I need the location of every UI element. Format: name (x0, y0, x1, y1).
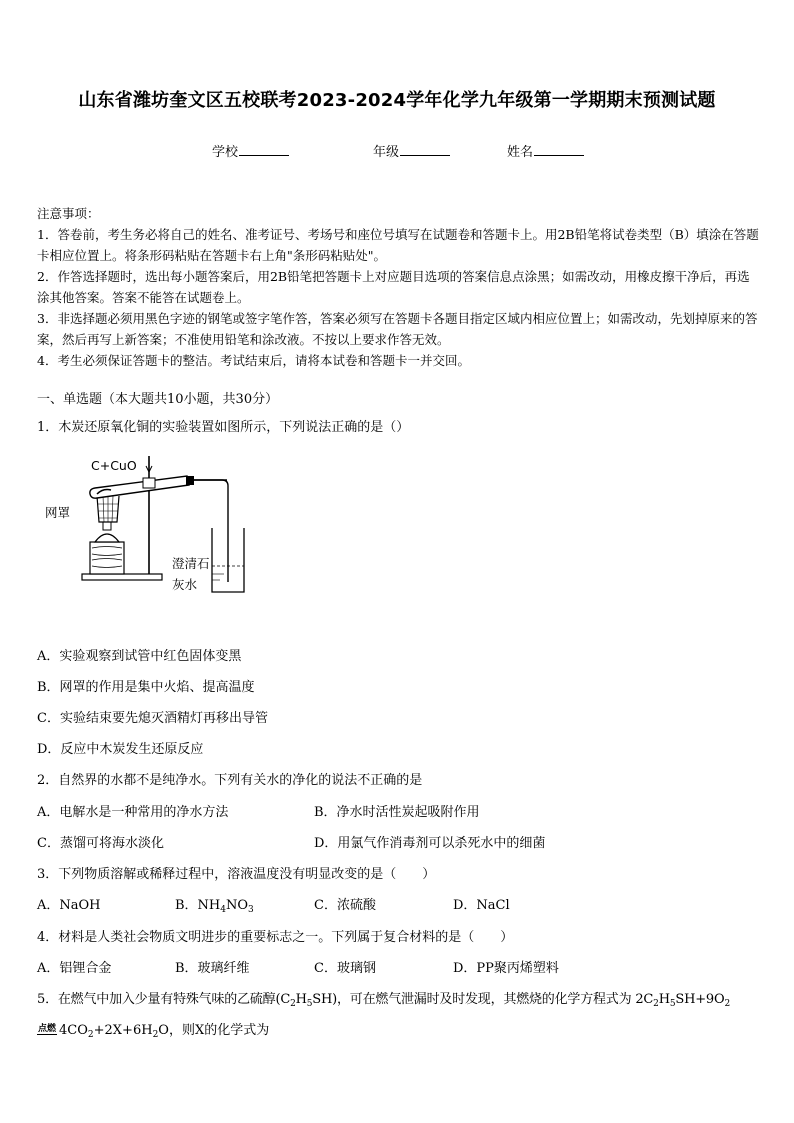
subscript: 2 (87, 1030, 94, 1040)
q4-option-b[interactable]: B．玻璃纤维 (175, 961, 250, 976)
q4-option-c[interactable]: C．玻璃钢 (314, 961, 376, 976)
limewater-label-1: 澄清石 (172, 556, 210, 571)
q5-text: H (295, 992, 307, 1007)
q1-option-b[interactable]: B．网罩的作用是集中火焰、提高温度 (37, 680, 255, 695)
q1-option-c[interactable]: C．实验结束要先熄灭酒精灯再移出导管 (37, 711, 268, 726)
name-label: 姓名 (507, 145, 534, 160)
grade-label: 年级 (373, 145, 400, 160)
q3-option-a[interactable]: A．NaOH (37, 898, 101, 913)
notes-heading: 注意事项： (37, 206, 100, 221)
question-2-stem: 2．自然界的水都不是纯净水。下列有关水的净化的说法不正确的是 (37, 773, 423, 788)
q4-option-a[interactable]: A．铝锂合金 (37, 961, 112, 976)
name-field[interactable] (507, 141, 584, 160)
q3-option-c[interactable]: C．浓硫酸 (314, 898, 376, 913)
question-4-stem: 4．材料是人类社会物质文明进步的重要标志之一。下列属于复合材料的是（ ） (37, 930, 514, 945)
mesh-label: 网罩 (45, 505, 71, 520)
q5-text: 4CO (59, 1023, 88, 1038)
subscript: 2 (290, 999, 296, 1009)
q3-option-b-text: B．NH (175, 898, 221, 913)
subscript: 4 (220, 905, 226, 915)
note-item: 1．答卷前，考生务必将自己的姓名、准考证号、考场号和座位号填写在试题卷和答题卡上。用2B铅笔将试卷类型（B）填涂在答题卡相应位置上。将条形码粘贴在答题卡右上角"条形码粘贴处"。 (37, 227, 759, 263)
q2-option-d[interactable]: D．用氯气作消毒剂可以杀死水中的细菌 (314, 836, 546, 851)
notes-block (37, 203, 759, 371)
q3-option-d[interactable]: D．NaCl (453, 898, 510, 913)
reactant-label: C+CuO (91, 458, 137, 473)
q1-option-a[interactable]: A．实验观察到试管中红色固体变黑 (37, 649, 242, 664)
question-1-stem: 1．木炭还原氧化铜的实验装置如图所示，下列说法正确的是（） (37, 420, 410, 435)
q2-option-a[interactable]: A．电解水是一种常用的净水方法 (37, 805, 229, 820)
q2-option-b[interactable]: B．净水时活性炭起吸附作用 (314, 805, 480, 820)
page-title: 山东省潍坊奎文区五校联考2023-2024学年化学九年级第一学期期末预测试题 (78, 90, 716, 111)
subscript: 2 (152, 1030, 159, 1040)
subscript: 5 (306, 999, 313, 1009)
school-label: 学校 (212, 145, 239, 160)
q5-text: SH+9O (675, 992, 725, 1007)
school-field[interactable] (212, 141, 289, 160)
ignite-condition: 点燃 (38, 1024, 57, 1034)
question-3-stem: 3．下列物质溶解或稀释过程中，溶液温度没有明显改变的是（ ） (37, 867, 436, 882)
grade-blank[interactable] (400, 142, 450, 156)
q3-option-b-mid: NO (226, 898, 249, 913)
q5-text: +2X+6H (93, 1023, 153, 1038)
question-5-stem (37, 988, 730, 1007)
section-heading: 一、单选题（本大题共10小题，共30分） (37, 392, 279, 407)
note-item: 2．作答选择题时，选出每小题答案后，用2B铅笔把答题卡上对应题目选项的答案信息点涂黑；如需改动，用橡皮擦干净后，再选涂其他答案。答案不能答在试题卷上。 (37, 269, 750, 305)
q1-option-d[interactable]: D．反应中木炭发生还原反应 (37, 742, 204, 757)
q4-option-d[interactable]: D．PP聚丙烯塑料 (453, 961, 559, 976)
question-5-equation (37, 1019, 269, 1038)
limewater-label-2: 灰水 (172, 577, 198, 592)
subscript: 2 (724, 999, 730, 1009)
q5-text: H (658, 992, 670, 1007)
q5-text: O，则X的化学式为 (158, 1023, 270, 1038)
name-blank[interactable] (534, 142, 584, 156)
grade-field[interactable] (373, 141, 450, 160)
q2-option-c[interactable]: C．蒸馏可将海水淡化 (37, 836, 164, 851)
school-blank[interactable] (239, 142, 289, 156)
q5-text: SH)，可在燃气泄漏时及时发现，其燃烧的化学方程式为 2C (312, 992, 654, 1007)
note-item: 3．非选择题必须用黑色字迹的钢笔或签字笔作答，答案必须写在答题卡各题目指定区域内相应位置上；如需改动，先划掉原来的答案，然后再写上新答案；不准使用铅笔和涂改液。不按以上要求作答无效。 (37, 311, 758, 347)
subscript: 3 (248, 905, 254, 915)
q5-text: 5．在燃气中加入少量有特殊气味的乙硫醇(C (37, 992, 291, 1007)
subscript: 2 (653, 999, 659, 1009)
note-item: 4．考生必须保证答题卡的整洁。考试结束后，请将本试卷和答题卡一并交回。 (37, 353, 470, 368)
q3-option-b[interactable] (175, 894, 254, 913)
subscript: 5 (669, 999, 676, 1009)
